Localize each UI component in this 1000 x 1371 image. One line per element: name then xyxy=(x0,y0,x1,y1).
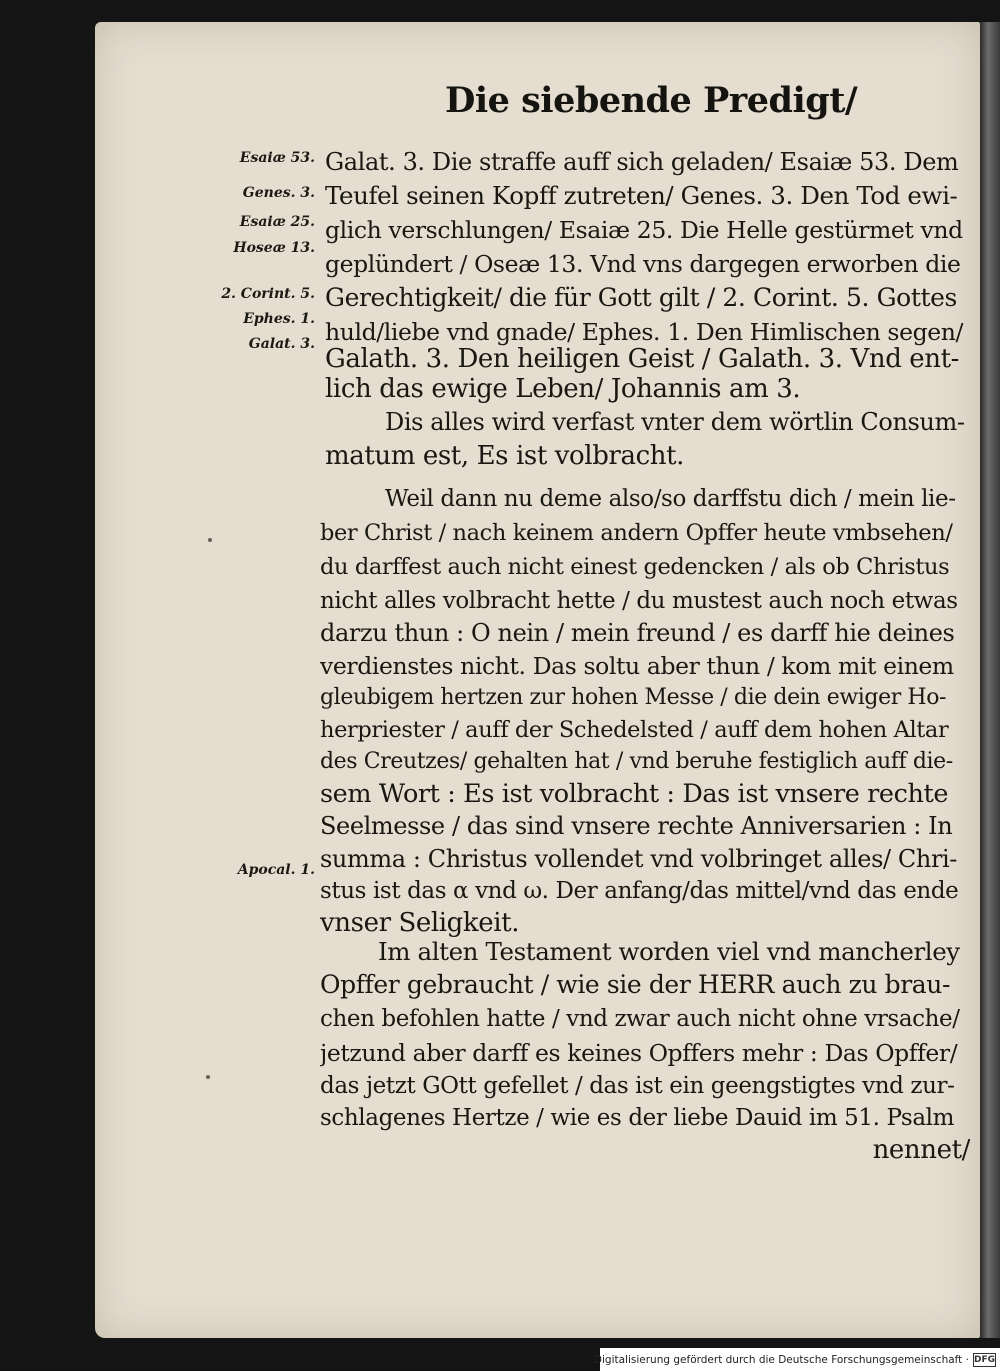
paper-speck xyxy=(206,1075,210,1079)
text-line: ber Christ / nach keinem andern Opffer heute vmbsehen/ xyxy=(320,520,953,546)
digitization-footer xyxy=(593,1348,1000,1371)
text-line: du darffest auch nicht einest gedencken / als ob Christus xyxy=(320,554,950,580)
text-line: matum est, Es ist volbracht. xyxy=(325,441,684,471)
text-line: Opffer gebraucht / wie sie der HERR auch zu brau- xyxy=(320,970,951,999)
text-line: darzu thun : O nein / mein freund / es darff hie deines xyxy=(320,619,955,647)
book-spine-edge xyxy=(980,22,1000,1338)
text-line: jetzund aber darff es keines Opffers mehr : Das Opffer/ xyxy=(320,1039,958,1067)
dfg-logo: DFG xyxy=(973,1354,995,1365)
text-line: lich das ewige Leben/ Johannis am 3. xyxy=(325,374,801,404)
margin-note: Galat. 3. xyxy=(248,336,315,352)
text-line: herpriester / auff der Schedelsted / auff dem hohen Altar xyxy=(320,717,949,743)
text-line: summa : Christus vollendet vnd volbringet alles/ Chri- xyxy=(320,845,958,873)
margin-note: Ephes. 1. xyxy=(243,311,315,327)
text-line: das jetzt GOtt gefellet / das ist ein geengstigtes vnd zur- xyxy=(320,1073,955,1099)
margin-note: Apocal. 1. xyxy=(237,862,315,878)
text-line: Teufel seinen Kopff zutreten/ Genes. 3. Den Tod ewi- xyxy=(325,181,958,210)
text-line: gleubigem hertzen zur hohen Messe / die dein ewiger Ho- xyxy=(320,685,947,710)
text-line: Galath. 3. Den heiligen Geist / Galath. 3. Vnd ent- xyxy=(325,344,960,374)
text-line: chen befohlen hatte / vnd zwar auch nicht ohne vrsache/ xyxy=(320,1006,960,1032)
paper-speck xyxy=(208,538,212,542)
text-line: Galat. 3. Die straffe auff sich geladen/ Esaiæ 53. Dem xyxy=(325,148,959,176)
text-line: Seelmesse / das sind vnsere rechte Anniversarien : In xyxy=(320,812,953,840)
text-line: geplündert / Oseæ 13. Vnd vns dargegen erworben die xyxy=(325,250,961,278)
running-header: Die siebende Predigt/ xyxy=(445,80,858,121)
text-line: nicht alles volbracht hette / du mustest auch noch etwas xyxy=(320,588,958,614)
text-line: verdienstes nicht. Das soltu aber thun / kom mit einem xyxy=(320,652,954,680)
margin-note: Esaiæ 25. xyxy=(239,214,315,230)
text-line: vnser Seligkeit. xyxy=(320,908,520,938)
catchword: nennet/ xyxy=(872,1135,970,1165)
footer-text: Digitalisierung gefördert durch die Deutsche Forschungsgemeinschaft · xyxy=(593,1353,969,1366)
text-line: Dis alles wird verfast vnter dem wörtlin Consum- xyxy=(385,408,965,436)
margin-note: Hoseæ 13. xyxy=(233,240,315,256)
text-line: Im alten Testament worden viel vnd mancherley xyxy=(378,937,960,966)
text-line: schlagenes Hertze / wie es der liebe Dauid im 51. Psalm xyxy=(320,1105,955,1131)
text-line: stus ist das α vnd ω. Der anfang/das mittel/vnd das ende xyxy=(320,878,959,904)
text-line: des Creutzes/ gehalten hat / vnd beruhe festiglich auff die- xyxy=(320,749,953,774)
text-line: Weil dann nu deme also/so darffstu dich / mein lie- xyxy=(385,486,956,512)
text-line: Gerechtigkeit/ die für Gott gilt / 2. Corint. 5. Gottes xyxy=(325,283,957,312)
margin-note: 2. Corint. 5. xyxy=(221,286,315,302)
text-line: glich verschlungen/ Esaiæ 25. Die Helle gestürmet vnd xyxy=(325,216,963,244)
margin-note: Esaiæ 53. xyxy=(239,150,315,166)
text-line: sem Wort : Es ist volbracht : Das ist vnsere rechte xyxy=(320,779,949,809)
text-line: huld/liebe vnd gnade/ Ephes. 1. Den Himlischen segen/ xyxy=(325,318,964,346)
margin-note: Genes. 3. xyxy=(242,185,315,201)
